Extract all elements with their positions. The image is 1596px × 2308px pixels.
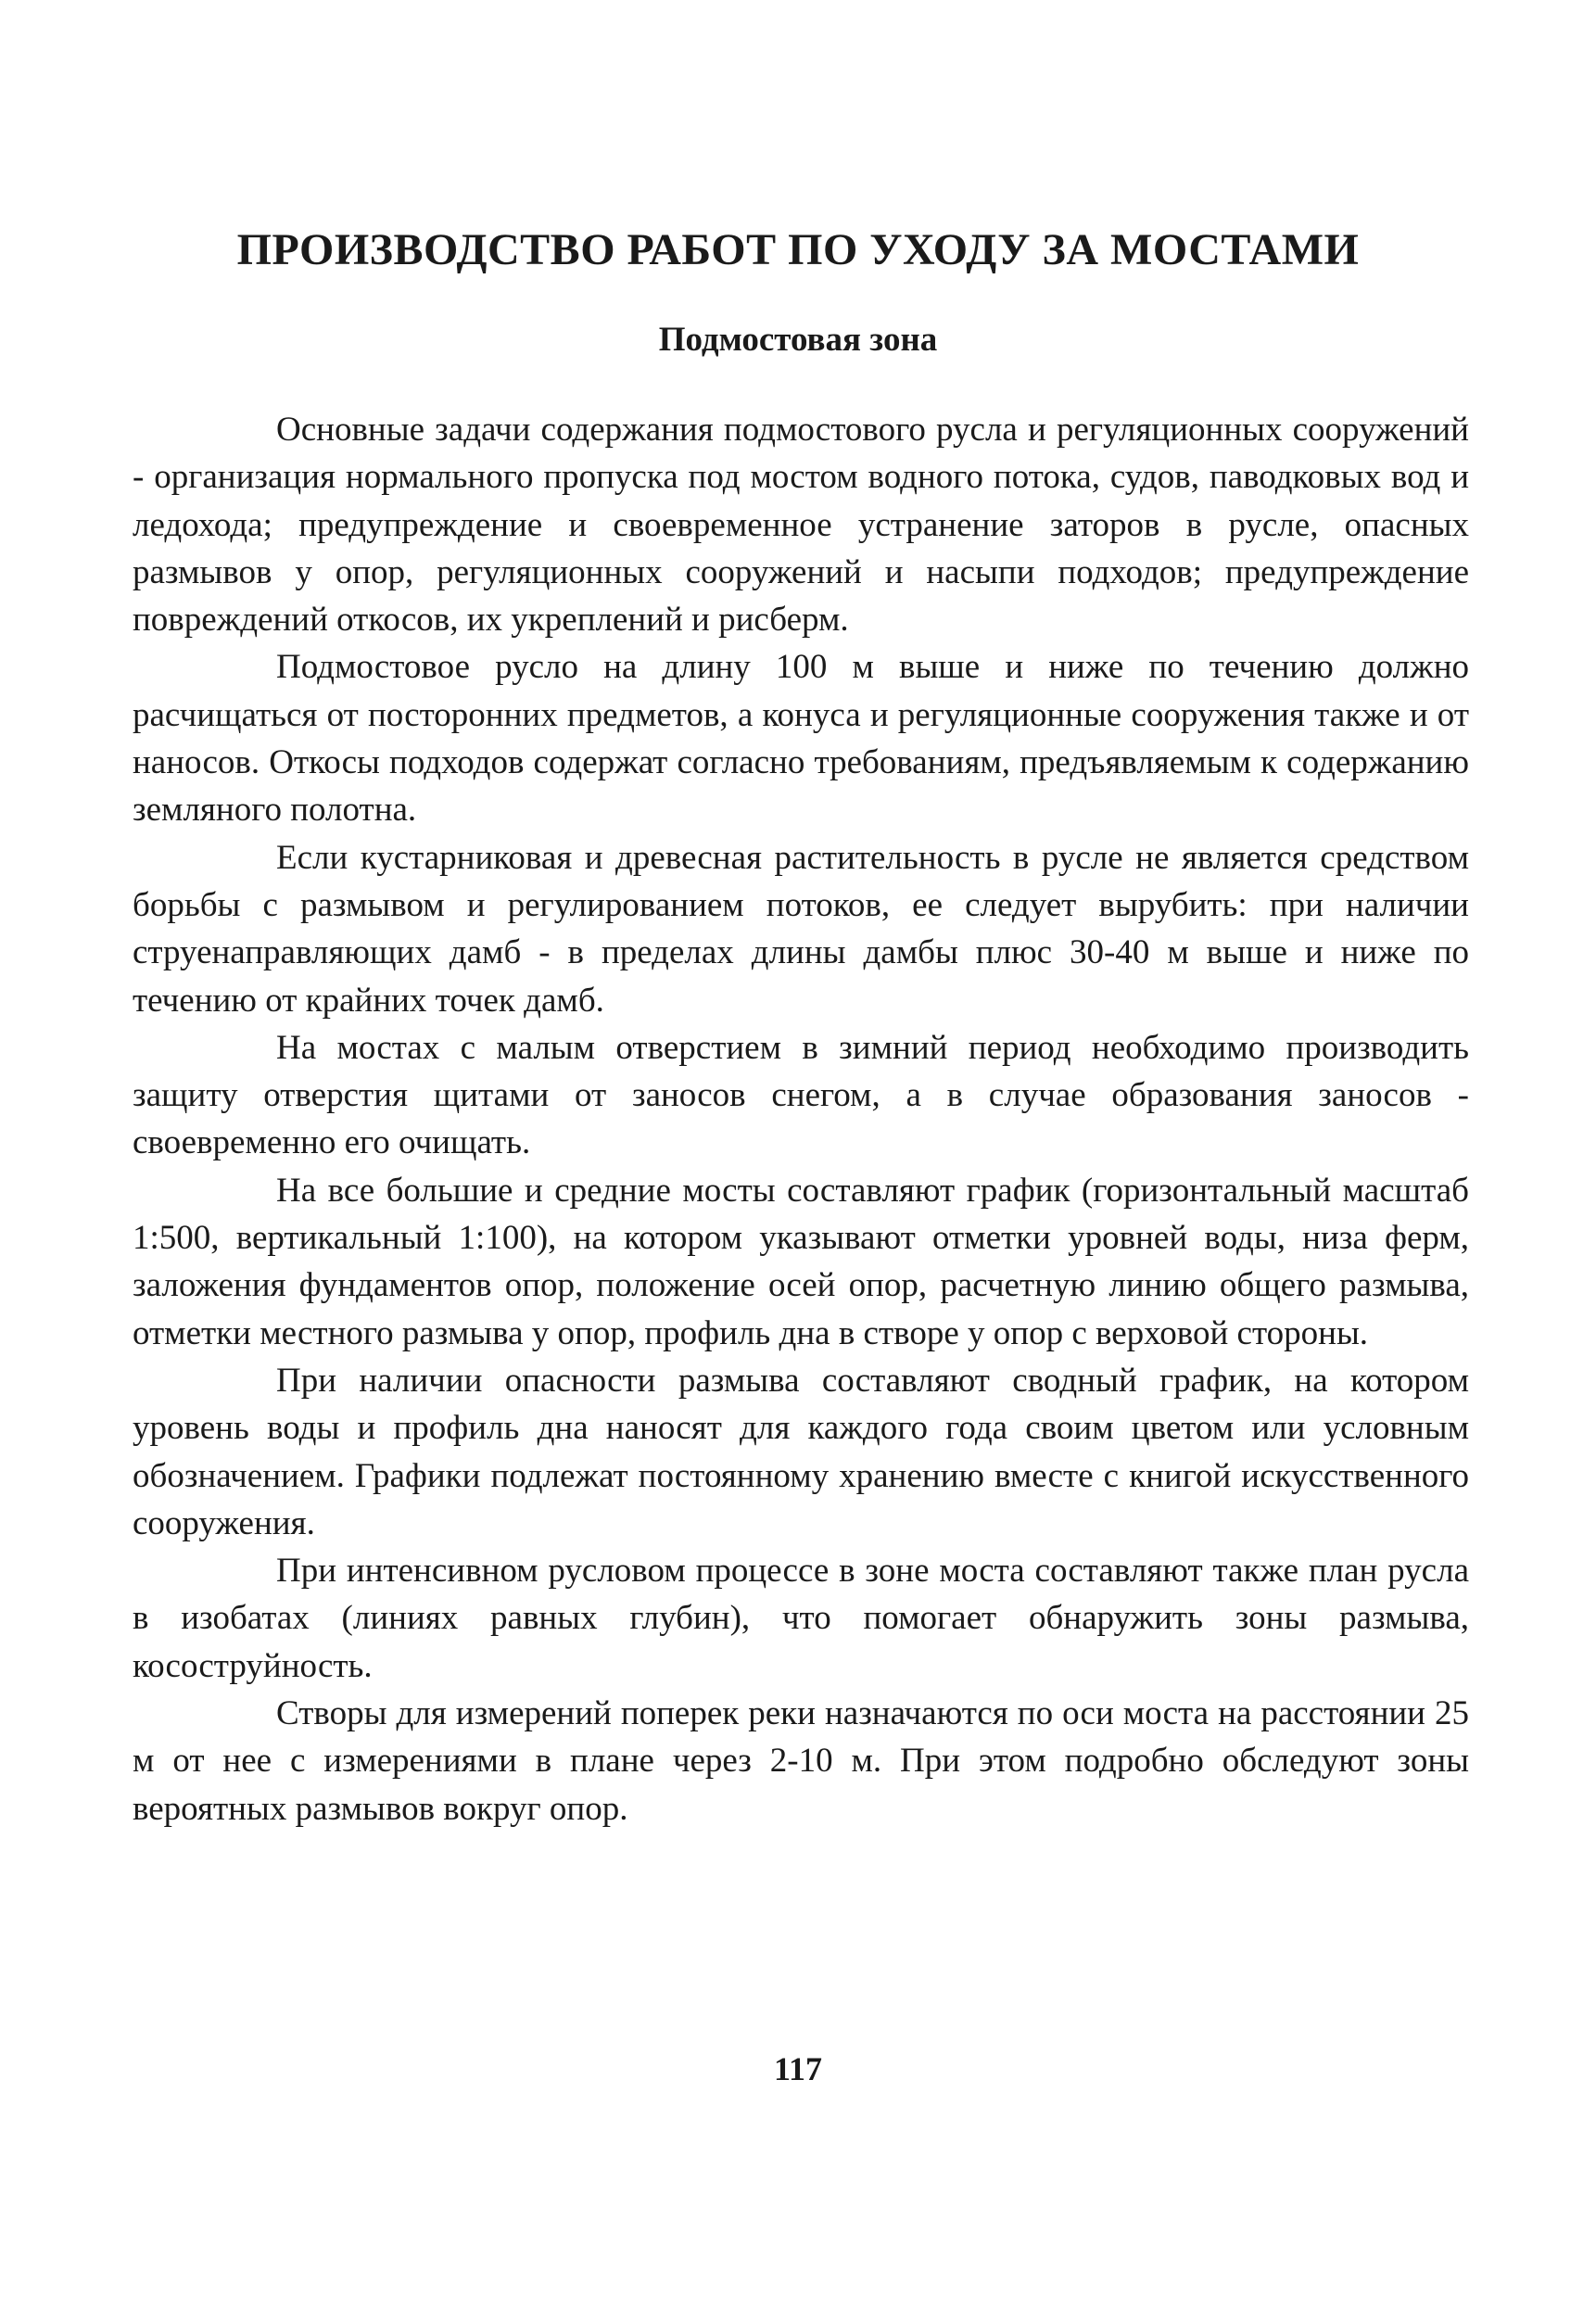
page-title: ПРОИЗВОДСТВО РАБОТ ПО УХОДУ ЗА МОСТАМИ xyxy=(236,225,1360,274)
page-number: 117 xyxy=(773,2050,822,2087)
paragraph: На все большие и средние мосты составляют график (горизонтальный масштаб 1:500, вертикальный 1:100), на котором указывают отметки уровней воды, низа ферм, заложения фундаментов опор, положение осей опор, расчетную линию общего размыва, отметки местного размыва у опор, профиль дна в створе у опор с верховой стороны. xyxy=(133,1171,1469,1352)
paragraph: Основные задачи содержания подмостового русла и регуляционных сооружений - организация нормального пропуска под мостом водного потока, судов, паводковых вод и ледохода; предупреждение и своевременное устранение заторов в русле, опасных размывов у опор, регуляционных сооружений и насыпи подходов; предупреждение повреждений откосов, их укреплений и рисберм. xyxy=(133,411,1469,640)
paragraph: Если кустарниковая и древесная растительность в русле не является средством борьбы с размывом и регулированием потоков, ее следует вырубить: при наличии струенаправляющих дамб - в пределах длины дамбы плюс 30-40 м выше и ниже по течению от крайних точек дамб. xyxy=(133,838,1469,1020)
body-text xyxy=(133,406,1469,1832)
paragraph: Створы для измерений поперек реки назначаются по оси моста на расстоянии 25 м от нее с измерениями в плане через 2-10 м. При этом подробно обследуют зоны вероятных размывов вокруг опор. xyxy=(133,1694,1469,1828)
section-subtitle: Подмостовая зона xyxy=(658,321,938,359)
paragraph: Подмостовое русло на длину 100 м выше и ниже по течению должно расчищаться от посторонних предметов, а конуса и регуляционные сооружения также и от наносов. Откосы подходов содержат согласно требованиям, предъявляемым к содержанию земляного полотна. xyxy=(133,648,1469,830)
paragraph: При наличии опасности размыва составляют сводный график, на котором уровень воды и профиль дна наносят для каждого года своим цветом или условным обозначением. Графики подлежат постоянному хранению вместе с книгой искусственного сооружения. xyxy=(133,1361,1469,1542)
paragraph: При интенсивном русловом процессе в зоне моста составляют также план русла в изобатах (линиях равных глубин), что помогает обнаружить зоны размыва, косоструйность. xyxy=(133,1552,1469,1685)
paragraph: На мостах с малым отверстием в зимний период необходимо производить защиту отверстия щитами от заносов снегом, а в случае образования заносов - своевременно его очищать. xyxy=(133,1028,1469,1162)
